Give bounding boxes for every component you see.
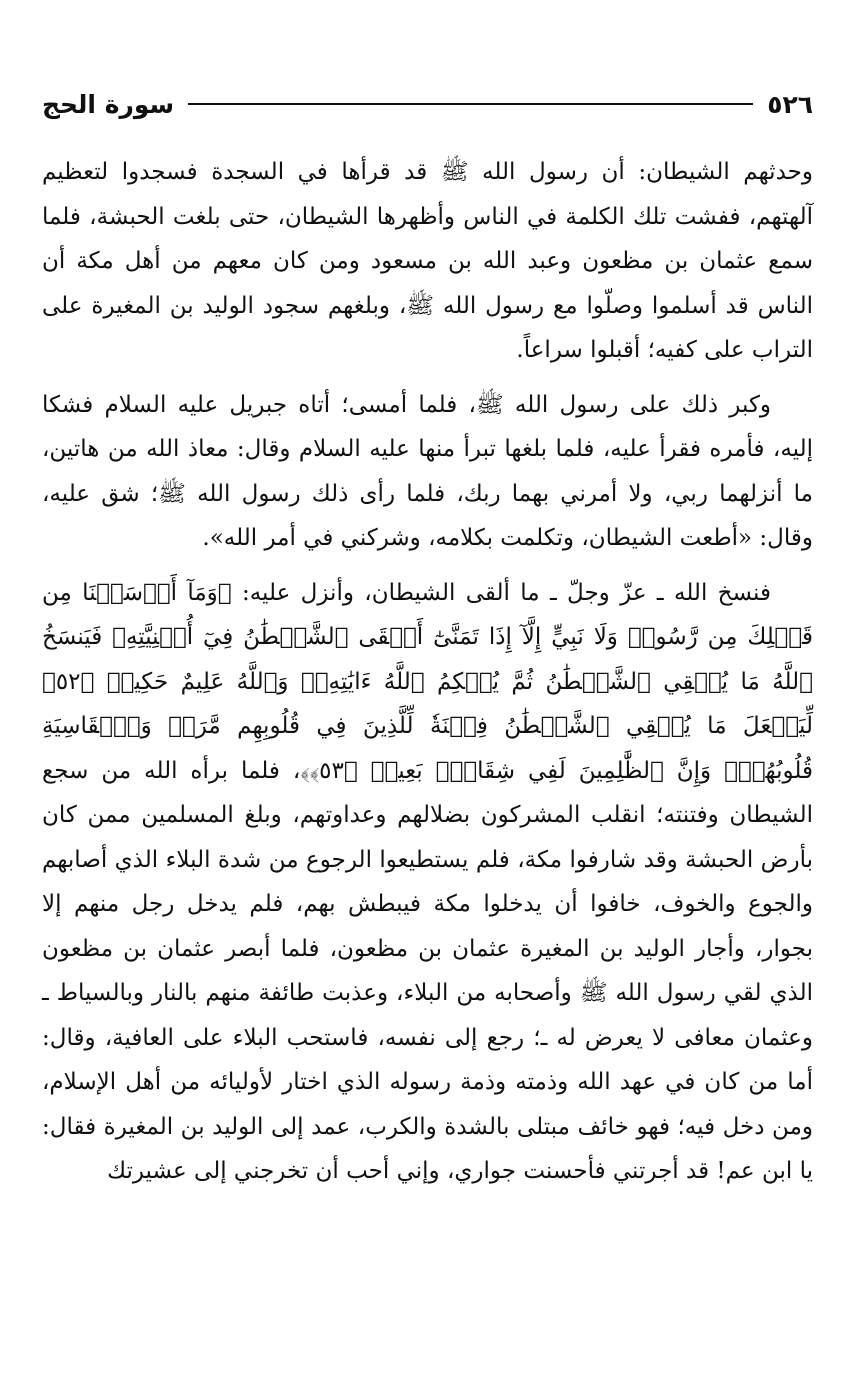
- paragraph: فنسخ الله ـ عزّ وجلّ ـ ما ألقى الشيطان، وأنزل عليه: ﴿وَمَآ أَرۡسَلۡنَا مِن قَبۡلِكَ مِن رَّسُولٖ وَلَا نَبِيٍّ إِلَّآ إِذَا تَمَنَّىٰٓ أَلۡقَى ٱلشَّيۡطَٰنُ فِيٓ أُمۡنِيَّتِهِۦ فَيَنسَخُ ٱللَّهُ مَا يُلۡقِي ٱلشَّيۡطَٰنُ ثُمَّ يُحۡكِمُ ٱللَّهُ ءَايَٰتِهِۦۗ وَٱللَّهُ عَلِيمٌ حَكِيمٞ ﴿٥٢﴾ لِّيَجۡعَلَ مَا يُلۡقِي ٱلشَّيۡطَٰنُ فِتۡنَةٗ لِّلَّذِينَ فِي قُلُوبِهِم مَّرَضٞ وَٱلۡقَاسِيَةِ قُلُوبُهُمۡۗ وَإِنَّ ٱلظَّٰلِمِينَ لَفِي شِقَاقِۭ بَعِيدٖ ﴿٥٣﴾﴾، فلما برأه الله من سجع الشيطان وفتنته؛ انقلب المشركون بضلالهم وعداوتهم، وبلغ المسلمين ممن كان بأرض الحبشة وقد شارفوا مكة، فلم يستطيعوا الرجوع من شدة البلاء الذي أصابهم والجوع والخوف، خافوا أن يدخلوا مكة فيبطش بهم، فلم يدخل رجل منهم إلا بجوار، وأجار الوليد بن المغيرة عثمان بن مظعون، فلما أبصر عثمان بن مظعون الذي لقي رسول الله ﷺ وأصحابه من البلاء، وعذبت طائفة منهم بالنار وبالسياط ـ وعثمان معافى لا يعرض له ـ؛ رجع إلى نفسه، فاستحب البلاء على العافية، وقال: أما من كان في عهد الله وذمته وذمة رسوله الذي اختار لأوليائه من أهل الإسلام، ومن دخل فيه؛ فهو خائف مبتلى بالشدة والكرب، عمد إلى الوليد بن المغيرة فقال: يا ابن عم! قد أجرتني فأحسنت جواري، وإني أحب أن تخرجني إلى عشيرتك: [42, 579, 813, 1184]
- page-number: ٥٢٦: [767, 89, 813, 119]
- body-text: [42, 150, 813, 1194]
- paragraph: وكبر ذلك على رسول الله ﷺ، فلما أمسى؛ أتاه جبريل عليه السلام فشكا إليه، فأمره فقرأ عليه، فلما بلغها تبرأ منها عليه السلام وقال: معاذ الله من هاتين، ما أنزلهما ربي، ولا أمرني بهما ربك، فلما رأى ذلك رسول الله ﷺ؛ شق عليه، وقال: «أطعت الشيطان، وتكلمت بكلامه، وشركني في أمر الله».: [42, 391, 813, 551]
- running-header: [42, 84, 813, 124]
- header-rule: [188, 103, 753, 105]
- paragraph: وحدثهم الشيطان: أن رسول الله ﷺ قد قرأها في السجدة فسجدوا لتعظيم آلهتهم، ففشت تلك الكلمة في الناس وأظهرها الشيطان، حتى بلغت الحبشة، فلما سمع عثمان بن مظعون وعبد الله بن مسعود ومن كان معهم من أهل مكة أن الناس قد أسلموا وصلّوا مع رسول الله ﷺ، وبلغهم سجود الوليد بن المغيرة على التراب على كفيه؛ أقبلوا سراعاً.: [42, 159, 813, 363]
- surah-title: سورة الحج: [42, 89, 175, 119]
